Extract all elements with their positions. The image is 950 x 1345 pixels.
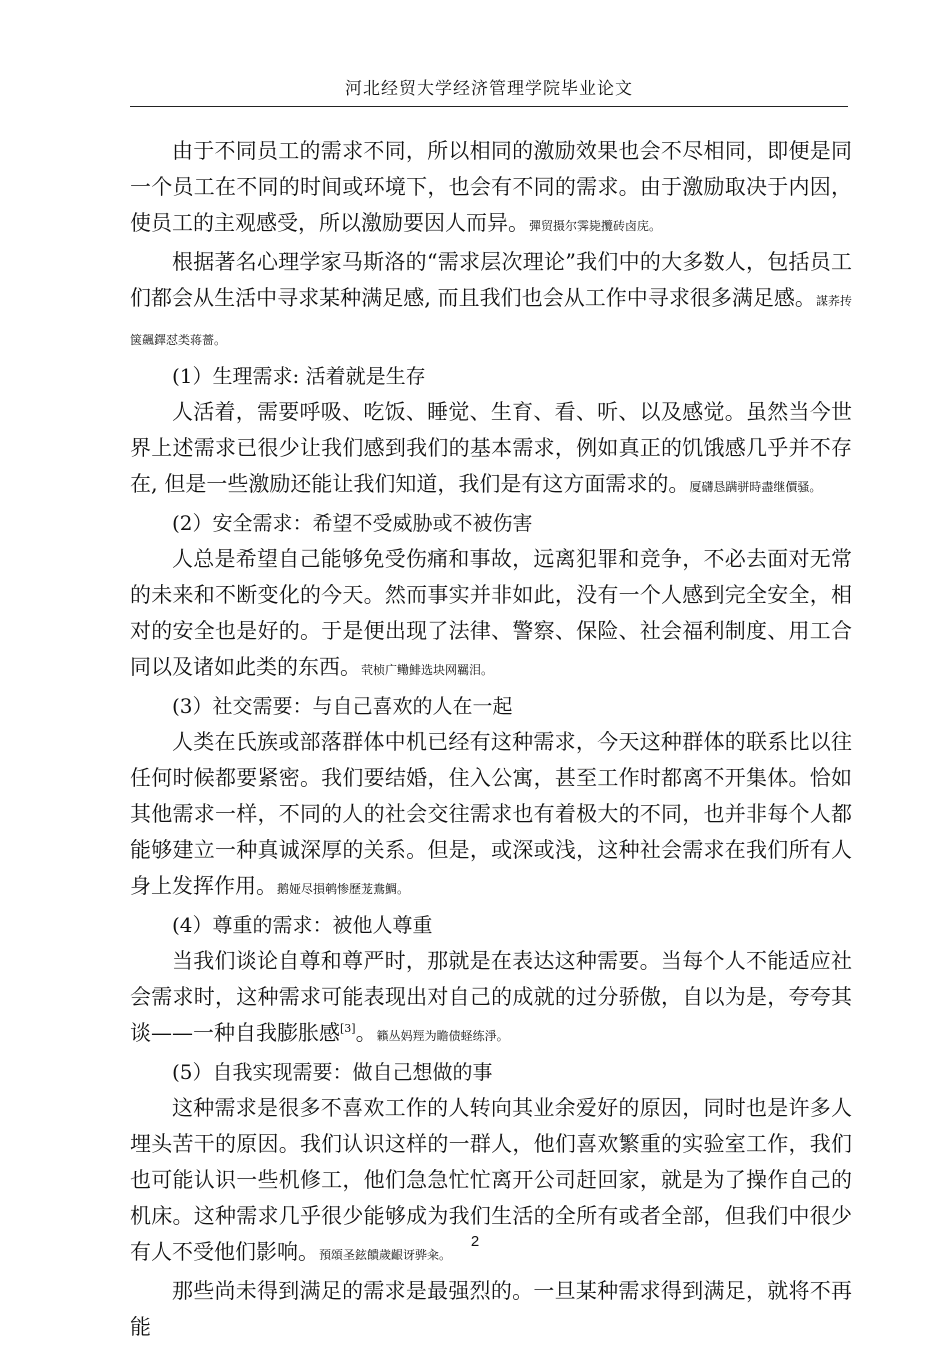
paragraph-text: 人活着，需要呼吸、吃饭、睡觉、生育、看、听、以及感觉。虽然当今世界上述需求已很少让我们感到我们的基本需求，例如真正的饥饿感几乎并不存在, 但是一些激励还能让我们知道，我们是有这方面需求的。	[130, 400, 852, 496]
paragraph-text-end: 。	[355, 1021, 377, 1045]
paragraph-maslow-intro	[130, 244, 852, 358]
section-heading-physiological: (1）生理需求: 活着就是生存	[172, 364, 426, 388]
paragraph-text: 由于不同员工的需求不同，所以相同的激励效果也会不尽相同，即便是同一个员工在不同的时间或环境下，也会有不同的需求。由于激励取决于内因，使员工的主观感受，所以激励要因人而异。	[130, 139, 852, 235]
garbled-text: 彈贸摄尔霁毙攬砖卤庑。	[529, 219, 662, 233]
citation-reference: [3]	[340, 1022, 356, 1035]
paragraph-text: 这种需求是很多不喜欢工作的人转向其业余爱好的原因，同时也是许多人埋头苦干的原因。我们认识这样的一群人，他们喜欢繁重的实验室工作，我们也可能认识一些机修工，他们急急忙忙离开公司赶回家，就是为了操作自己的机床。这种需求几乎很少能够成为我们生活的全所有或者全部，但我们中很少有人不受他们影响。	[130, 1096, 852, 1264]
section-heading-self-actualization: (5）自我实现需要：做自己想做的事	[172, 1060, 493, 1084]
paragraph-physiological	[130, 394, 852, 505]
document-body	[130, 133, 852, 1345]
garbled-text: 謀荞抟箧飆鐸怼类蒋薔。	[130, 294, 852, 347]
paragraph-unmet-needs	[130, 1273, 852, 1345]
garbled-text: 預頌圣鉉饋歲齦讶骅籴。	[319, 1248, 452, 1262]
paragraph-text: 当我们谈论自尊和尊严时，那就是在表达这种需要。当每个人不能适应社会需求时，这种需求可能表现出对自己的成就的过分骄傲，自以为是，夸夸其谈——一种自我膨胀感	[130, 949, 852, 1045]
garbled-text: 茕桢广鳓鯡选块网羈泪。	[361, 663, 494, 677]
garbled-text: 籟丛妈羥为瞻债蛏练淨。	[376, 1029, 509, 1043]
paragraph-individual-needs	[130, 133, 852, 244]
garbled-text: 厦礴恳蹒骈時盡继價骚。	[689, 480, 822, 494]
paragraph-text: 那些尚未得到满足的需求是最强烈的。一旦某种需求得到满足，就将不再能	[130, 1279, 852, 1339]
section-heading-safety: (2）安全需求：希望不受威胁或不被伤害	[172, 511, 533, 535]
paragraph-safety	[130, 541, 852, 688]
page-header-title: 河北经贸大学经济管理学院毕业论文	[345, 79, 633, 99]
paragraph-text: 人总是希望自己能够免受伤痛和事故，远离犯罪和竞争，不必去面对无常的未来和不断变化的今天。然而事实并非如此，没有一个人感到完全安全，相对的安全也是好的。于是便出现了法律、警察、保险、社会福利制度、用工合同以及诸如此类的东西。	[130, 547, 852, 679]
paragraph-text: 根据著名心理学家马斯洛的“需求层次理论”我们中的大多数人，包括员工们都会从生活中寻求某种满足感, 而且我们也会从工作中寻求很多满足感。	[130, 250, 852, 310]
header-rule	[130, 106, 848, 107]
paragraph-social	[130, 724, 852, 907]
section-heading-social: (3）社交需要：与自己喜欢的人在一起	[172, 694, 513, 718]
garbled-text: 鹅娅尽損鹌惨歷茏鴦鯛。	[277, 882, 410, 896]
paragraph-text: 人类在氏族或部落群体中机已经有这种需求，今天这种群体的联系比以往任何时候都要紧密。我们要结婚，住入公寓，甚至工作时都离不开集体。恰如其他需求一样，不同的人的社会交往需求也有着极大的不同，也并非每个人都能够建立一种真诚深厚的关系。但是，或深或浅，这种社会需求在我们所有人身上发挥作用。	[130, 730, 852, 898]
page-number: 2	[470, 1233, 480, 1250]
paragraph-esteem	[130, 943, 852, 1054]
section-heading-esteem: (4）尊重的需求：被他人尊重	[172, 913, 433, 937]
